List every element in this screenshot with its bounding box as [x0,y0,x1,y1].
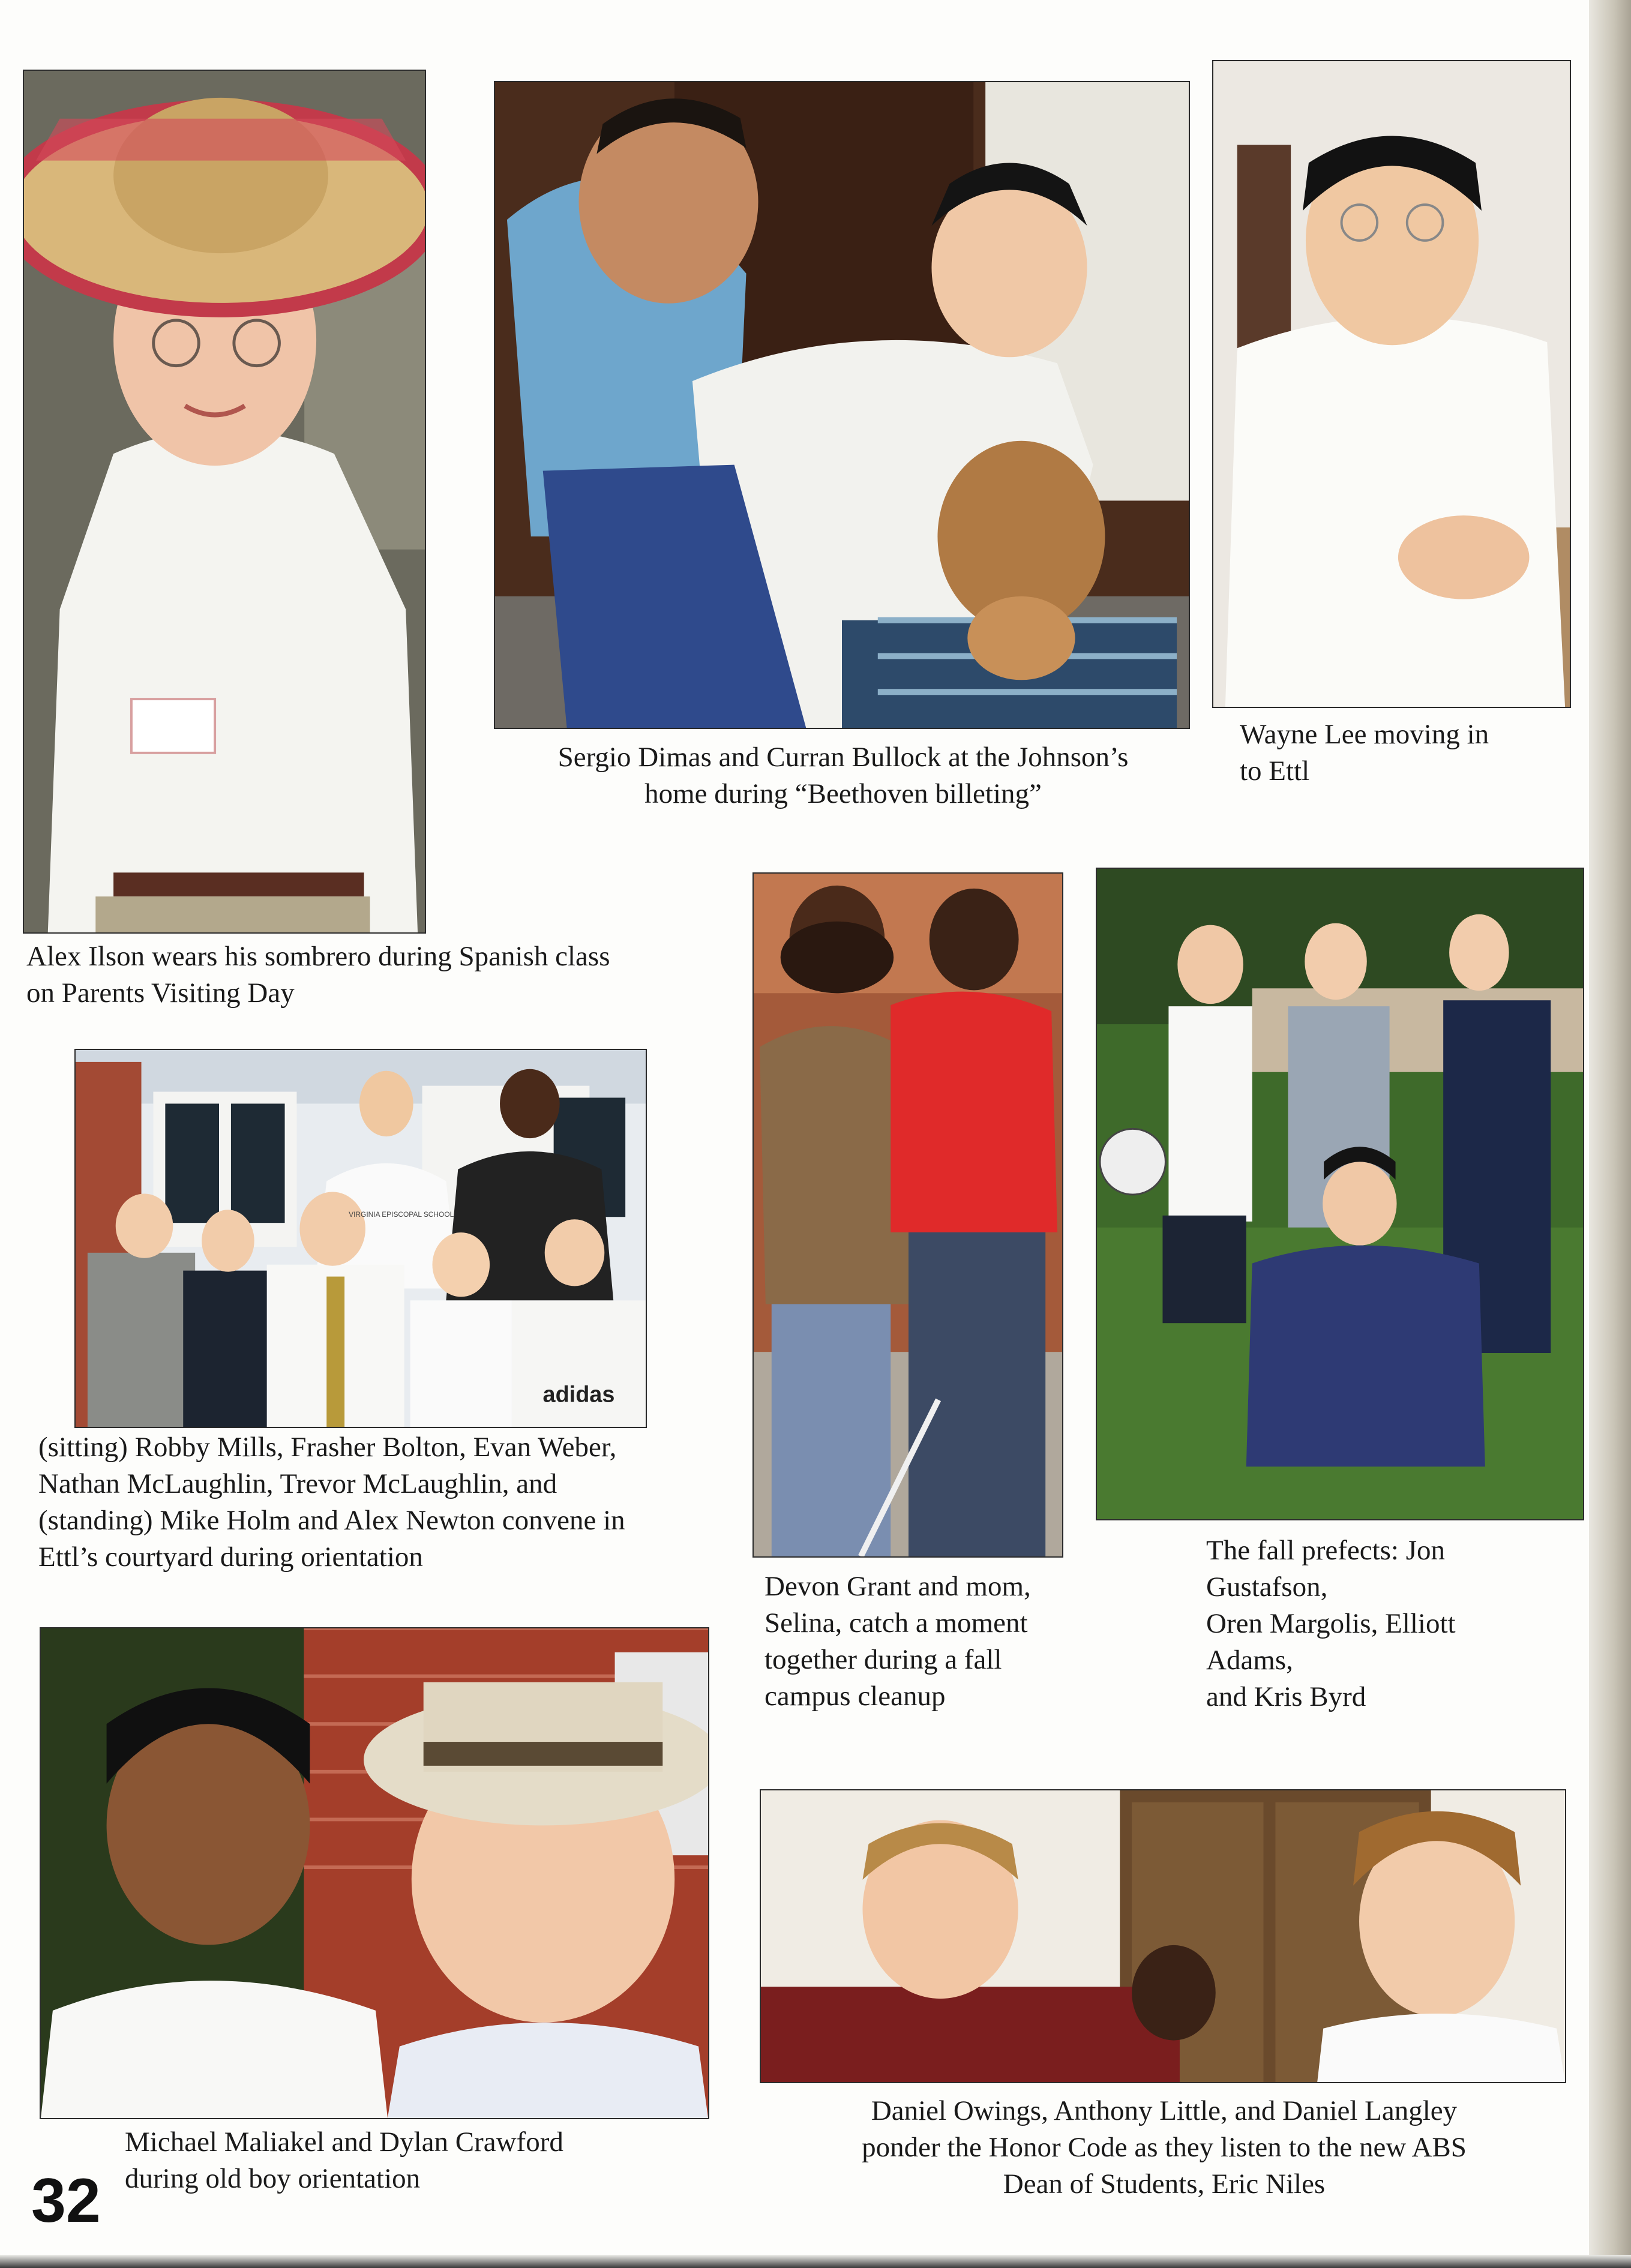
caption-group-orientation [38,1429,625,1576]
caption-line: Gustafson, [1206,1571,1328,1603]
devon-photo [752,872,1063,1558]
caption-line: Nathan McLaughlin, Trevor McLaughlin, and [38,1468,557,1499]
caption-line: Sergio Dimas and Curran Bullock at the Johnson’s [557,742,1129,773]
caption-line: Alex Ilson wears his sombrero during Spanish class [26,941,610,972]
caption-line: Michael Maliakel and Dylan Crawford [125,2126,563,2158]
caption-daniel-anthony [774,2093,1554,2203]
caption-line: Wayne Lee moving in [1240,719,1489,750]
caption-michael-dylan [125,2124,563,2197]
caption-line: during old boy orientation [125,2163,421,2194]
caption-line: Oren Margolis, Elliott [1206,1608,1456,1639]
caption-line: (standing) Mike Holm and Alex Newton convene in [38,1505,625,1536]
caption-line: on Parents Visiting Day [26,977,295,1009]
caption-devon-grant [764,1568,1031,1715]
caption-line: Selina, catch a moment [764,1607,1028,1639]
dog-photo [494,81,1190,729]
caption-line: to Ettl [1240,755,1310,787]
daniel-photo [760,1789,1566,2083]
caption-line: campus cleanup [764,1681,946,1712]
page-number: 32 [31,2166,101,2236]
group-photo [74,1049,647,1428]
caption-line: Devon Grant and mom, [764,1571,1031,1602]
book-spine-edge [1589,0,1631,2268]
caption-line: Dean of Students, Eric Niles [1003,2168,1326,2200]
page-bottom-edge [0,2255,1631,2268]
caption-line: and Kris Byrd [1206,1681,1366,1712]
michael-photo [40,1627,709,2119]
caption-sergio-curran [504,739,1182,812]
school-shirt-print: VIRGINIA EPISCOPAL SCHOOL [349,1210,454,1219]
adidas-shirt-print: adidas [542,1382,615,1408]
caption-line: Daniel Owings, Anthony Little, and Daniel Langley [871,2095,1458,2126]
caption-fall-prefects [1206,1532,1456,1715]
caption-line: together during a fall [764,1644,1002,1675]
sombrero-photo [23,70,426,934]
caption-line: home during “Beethoven billeting” [644,778,1042,809]
caption-wayne-lee [1240,716,1489,790]
caption-line: ponder the Honor Code as they listen to the new ABS [862,2132,1467,2163]
caption-line: (sitting) Robby Mills, Frasher Bolton, Evan Weber, [38,1432,617,1463]
wayne-photo [1212,60,1571,708]
caption-line: Adams, [1206,1645,1293,1676]
prefects-photo [1096,868,1584,1520]
caption-alex-ilson [26,938,610,1012]
caption-line: The fall prefects: Jon [1206,1535,1446,1566]
caption-line: Ettl’s courtyard during orientation [38,1541,423,1573]
